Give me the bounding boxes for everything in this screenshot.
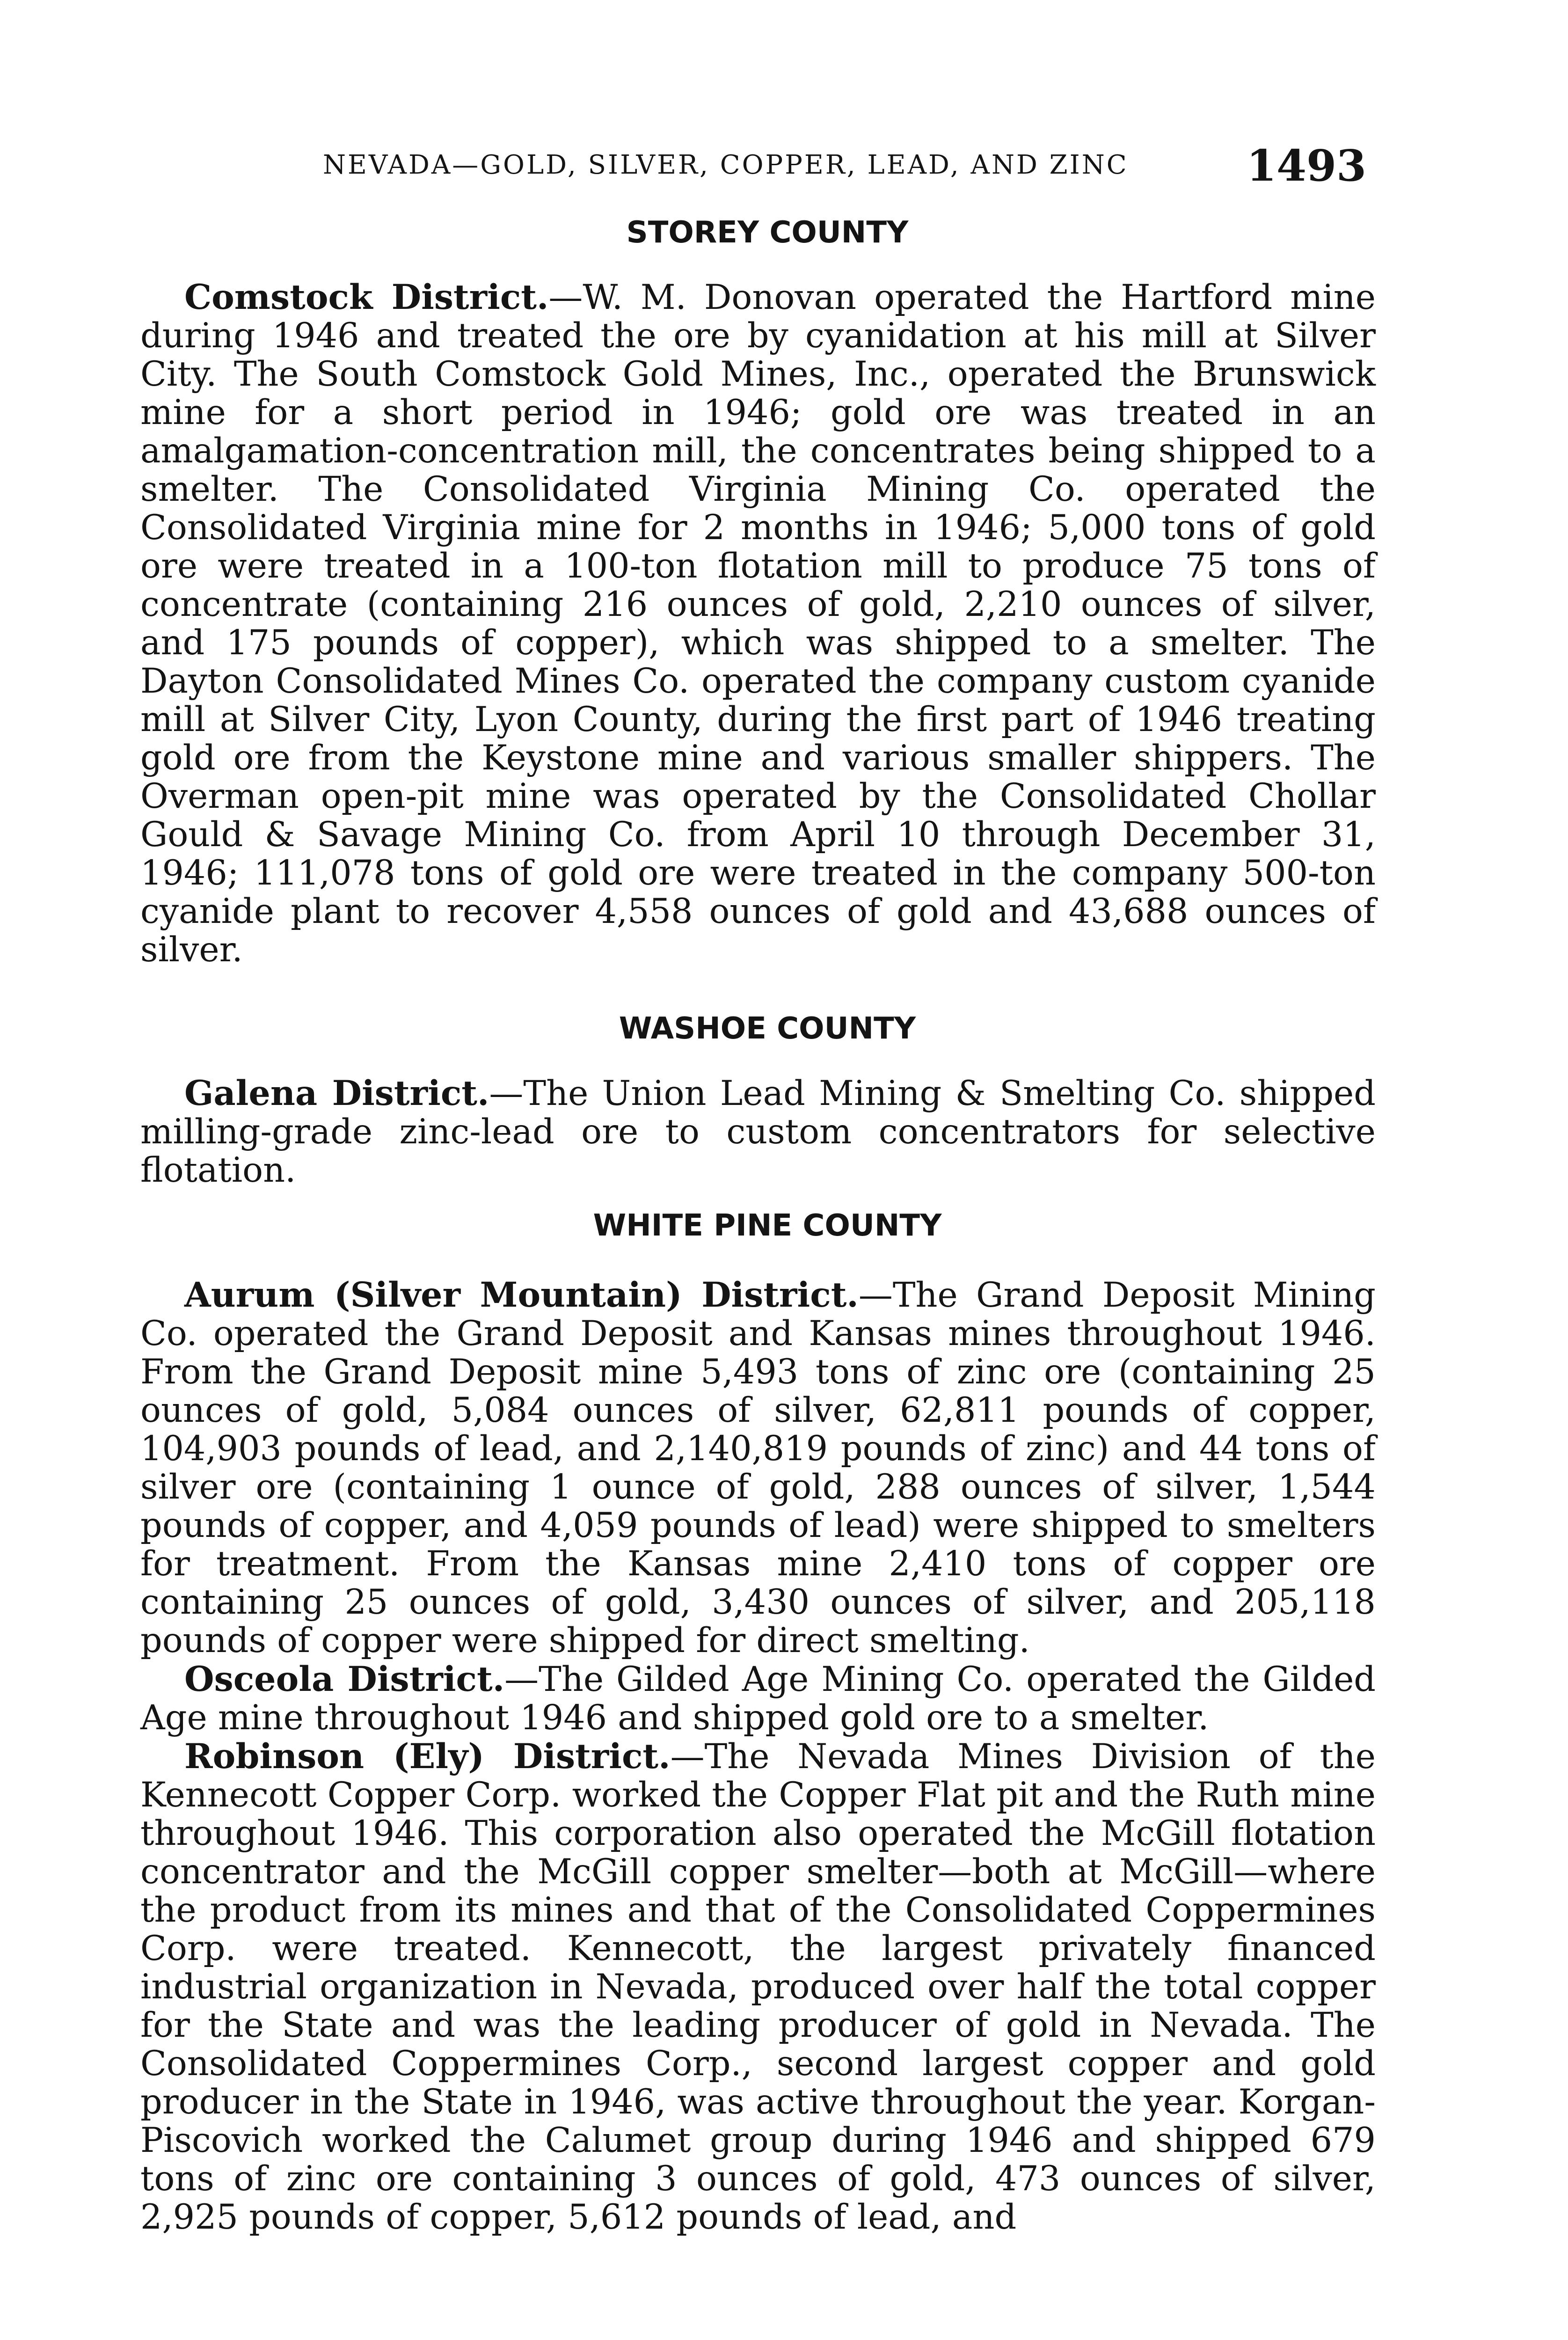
- paragraph-text: —The Grand Deposit Mining Co. operated the Grand Deposit and Kansas mines throughout 1946. From the Grand Deposit mine 5,493 tons of zinc ore (containing 25 ounces of gold, 5,084 ounces of silver, 62,811 pounds of copper, 104,903 pounds of lead, and 2,140,819 pounds of zinc) and 44 tons of silver ore (containing 1 ounce of gold, 288 ounces of silver, 1,544 pounds of copper, and 4,059 pounds of lead) were shipped to smelters for treatment. From the Kansas mine 2,410 tons of copper ore containing 25 ounces of gold, 3,430 ounces of silver, and 205,118 pounds of copper were shipped for direct smelting.: [140, 1275, 1376, 1660]
- paragraph-text: —The Nevada Mines Division of the Kennecott Copper Corp. worked the Copper Flat pit and the Ruth mine throughout 1946. This corporation also operated the McGill flotation concentrator and the McGill copper smelter—both at McGill—where the product from its mines and that of the Consolidated Coppermines Corp. were treated. Kennecott, the largest privately financed industrial organization in Nevada, produced over half the total copper for the State and was the leading producer of gold in Nevada. The Consolidated Coppermines Corp., second largest copper and gold producer in the State in 1946, was active throughout the year. Korgan-Piscovich worked the Calumet group during 1946 and shipped 679 tons of zinc ore containing 3 ounces of gold, 473 ounces of silver, 2,925 pounds of copper, 5,612 pounds of lead, and: [140, 1737, 1376, 2237]
- paragraph-text: —The Union Lead Mining & Smelting Co. shipped milling-grade zinc-lead ore to custom concentrators for selective flotation.: [140, 1074, 1376, 1190]
- district-paragraph: [140, 1737, 1376, 2237]
- document-page: [140, 140, 1376, 2237]
- district-name: Galena District.: [184, 1073, 489, 1113]
- section-heading: WHITE PINE COUNTY: [593, 1208, 942, 1243]
- section-heading: STOREY COUNTY: [626, 215, 909, 250]
- district-paragraph: [140, 1660, 1376, 1737]
- paragraph-text: —The Gilded Age Mining Co. operated the Gilded Age mine throughout 1946 and shipped gold ore to a smelter.: [140, 1660, 1376, 1738]
- section-white-pine-county: [140, 1208, 1376, 2237]
- section-heading: WASHOE COUNTY: [619, 1011, 916, 1046]
- district-name: Robinson (Ely) District.: [184, 1736, 671, 1777]
- page-number: 1493: [1246, 140, 1366, 191]
- district-name: Comstock District.: [184, 277, 549, 317]
- district-name: Osceola District.: [184, 1659, 505, 1699]
- district-paragraph: [140, 1074, 1376, 1190]
- district-name: Aurum (Silver Mountain) District.: [184, 1275, 859, 1315]
- section-storey-county: [140, 215, 1376, 969]
- running-head: [140, 140, 1376, 197]
- section-washoe-county: [140, 1011, 1376, 1190]
- district-paragraph: [140, 278, 1376, 969]
- running-title: NEVADA—GOLD, SILVER, COPPER, LEAD, AND ZINC: [323, 150, 1129, 180]
- paragraph-text: —W. M. Donovan operated the Hartford mine during 1946 and treated the ore by cyanidation at his mill at Silver City. The South Comstock Gold Mines, Inc., operated the Brunswick mine for a short period in 1946; gold ore was treated in an amalgamation-concentration mill, the concentrates being shipped to a smelter. The Consolidated Virginia Mining Co. operated the Consolidated Virginia mine for 2 months in 1946; 5,000 tons of gold ore were treated in a 100-ton flotation mill to produce 75 tons of concentrate (containing 216 ounces of gold, 2,210 ounces of silver, and 175 pounds of copper), which was shipped to a smelter. The Dayton Consolidated Mines Co. operated the company custom cyanide mill at Silver City, Lyon County, during the first part of 1946 treating gold ore from the Keystone mine and various smaller shippers. The Overman open-pit mine was operated by the Consolidated Chollar Gould & Savage Mining Co. from April 10 through December 31, 1946; 111,078 tons of gold ore were treated in the company 500-ton cyanide plant to recover 4,558 ounces of gold and 43,688 ounces of silver.: [140, 278, 1376, 970]
- district-paragraph: [140, 1276, 1376, 1660]
